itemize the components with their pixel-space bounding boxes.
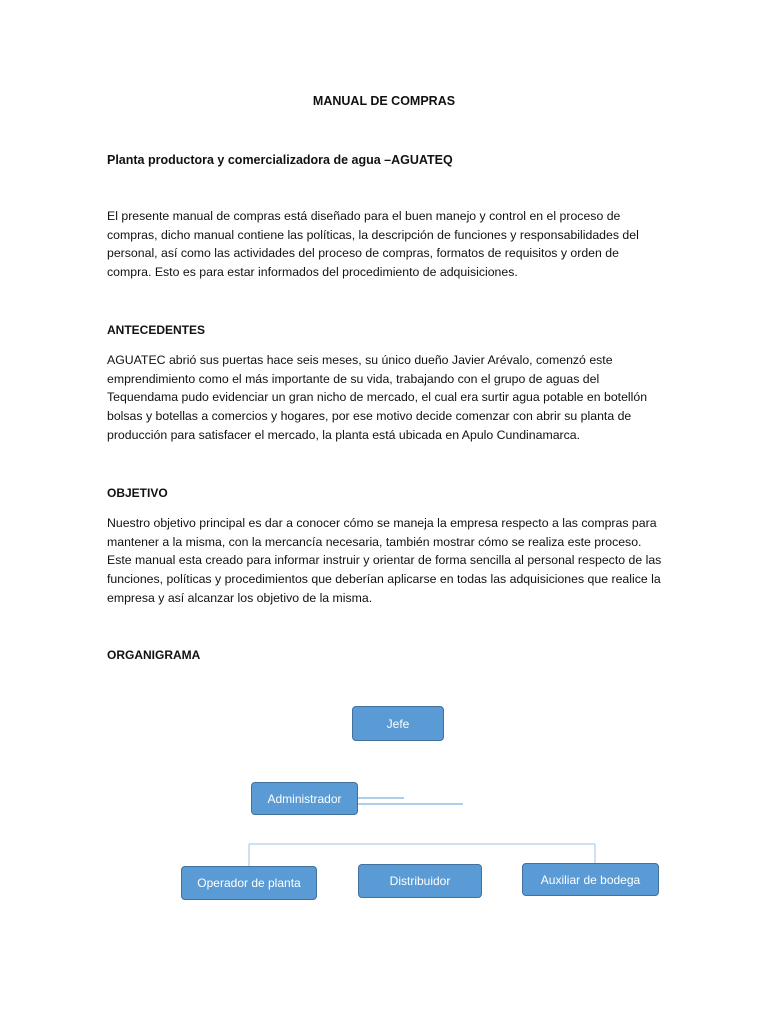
organigrama-heading: ORGANIGRAMA: [107, 648, 201, 662]
objetivo-paragraph: Nuestro objetivo principal es dar a conocer cómo se maneja la empresa respecto a las compras para mantener a la misma, con la mercancía necesaria, también mostrar cómo se realiza este proceso. Este manual esta creado para informar instruir y orientar de forma sencilla al personal respecto de las funciones, políticas y procedimientos que deberían aplicarse en todas las adquisiciones que realice la empresa y así alcanzar los objetivo de la misma.: [107, 516, 662, 605]
org-node-auxiliar: Auxiliar de bodega: [522, 863, 659, 896]
intro-paragraph: El presente manual de compras está diseñado para el buen manejo y control en el proceso de compras, dicho manual contiene las políticas, la descripción de funciones y responsabilidades del personal, así como las actividades del proceso de compras, formatos de requisitos y orden de compra. Esto es para estar informados del procedimiento de adquisiciones.: [107, 209, 639, 280]
objetivo-heading: OBJETIVO: [107, 486, 168, 500]
org-node-jefe: Jefe: [352, 706, 444, 741]
org-node-administrador: Administrador: [251, 782, 358, 815]
document-title: MANUAL DE COMPRAS: [312, 94, 456, 108]
org-node-operador: Operador de planta: [181, 866, 317, 900]
antecedentes-paragraph: AGUATEC abrió sus puertas hace seis meses, su único dueño Javier Arévalo, comenzó este emprendimiento como el más importante de su vida, trabajando con el grupo de aguas del Tequendama pudo evidenciar un gran nicho de mercado, el cual era surtir agua potable en botellón bolsas y botellas a comercios y hogares, por ese motivo decide comenzar con abrir su planta de producción para satisfacer el mercado, la planta está ubicada en Apulo Cundinamarca.: [107, 353, 648, 442]
org-node-distribuidor: Distribuidor: [358, 864, 482, 898]
document-subtitle: Planta productora y comercializadora de agua –AGUATEQ: [107, 153, 453, 167]
antecedentes-heading: ANTECEDENTES: [107, 323, 206, 337]
